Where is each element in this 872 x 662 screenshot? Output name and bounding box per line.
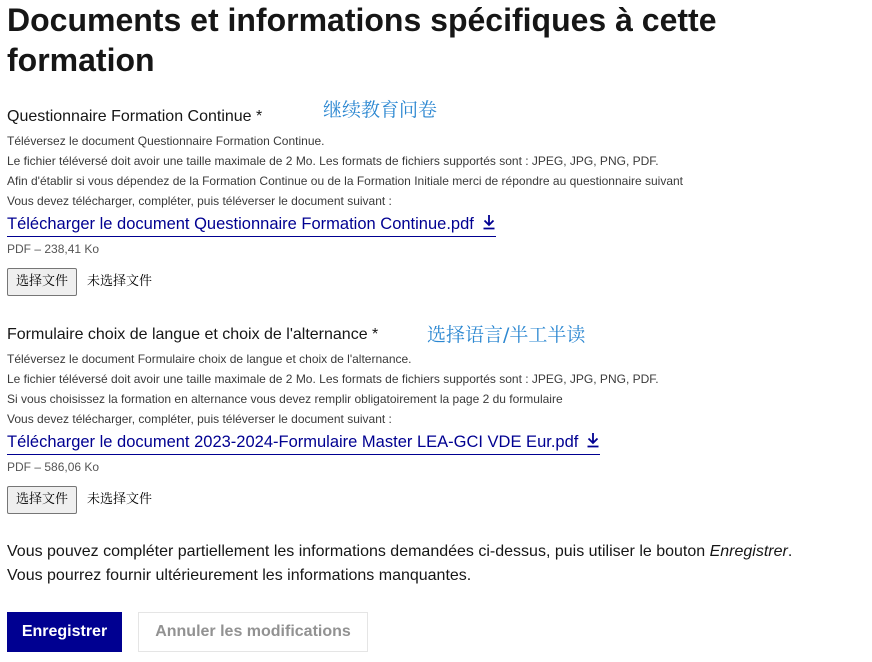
info-text-line1 (7, 540, 867, 564)
save-button[interactable]: Enregistrer (7, 612, 122, 652)
hint-text: Vous devez télécharger, compléter, puis téléverser le document suivant : (7, 412, 392, 426)
info-text-emphasis: Enregistrer (709, 543, 788, 560)
field-label-questionnaire: Questionnaire Formation Continue * (7, 108, 263, 125)
download-link-questionnaire[interactable] (7, 214, 496, 237)
file-meta: PDF – 586,06 Ko (7, 460, 100, 474)
hint-text: Le fichier téléversé doit avoir une taille maximale de 2 Mo. Les formats de fichiers supportés sont : JPEG, JPG, PNG, PDF. (7, 372, 659, 386)
hint-text: Le fichier téléversé doit avoir une taille maximale de 2 Mo. Les formats de fichiers supportés sont : JPEG, JPG, PNG, PDF. (7, 154, 659, 168)
info-text-line2: Vous pourrez fournir ultérieurement les informations manquantes. (7, 567, 472, 584)
download-icon (482, 214, 496, 235)
file-status: 未选择文件 (87, 492, 153, 507)
hint-text: Si vous choisissez la formation en alternance vous devez remplir obligatoirement la page 2 du formulaire (7, 392, 563, 406)
annotation-questionnaire: 继续教育问卷 (323, 99, 438, 121)
page-title: Documents et informations spécifiques à cette formation (7, 2, 717, 78)
field-label-formulaire: Formulaire choix de langue et choix de l'alternance * (7, 326, 379, 343)
info-text-part: Vous pouvez compléter partiellement les informations demandées ci-dessus, puis utiliser le bouton (7, 543, 710, 560)
hint-text: Vous devez télécharger, compléter, puis téléverser le document suivant : (7, 194, 392, 208)
file-status: 未选择文件 (87, 274, 153, 289)
hint-text: Afin d'établir si vous dépendez de la Formation Continue ou de la Formation Initiale merci de répondre au questionnaire suivant (7, 174, 684, 188)
download-link-label: Télécharger le document Questionnaire Formation Continue.pdf (7, 215, 474, 233)
choose-file-button-formulaire[interactable]: 选择文件 (7, 486, 77, 514)
download-icon (586, 432, 600, 453)
choose-file-button-questionnaire[interactable]: 选择文件 (7, 268, 77, 296)
download-link-label: Télécharger le document 2023-2024-Formulaire Master LEA-GCI VDE Eur.pdf (7, 433, 579, 451)
hint-text: Téléversez le document Questionnaire Formation Continue. (7, 134, 325, 148)
cancel-changes-button[interactable]: Annuler les modifications (138, 612, 368, 652)
annotation-formulaire: 选择语言/半工半读 (427, 324, 586, 346)
download-link-formulaire[interactable] (7, 432, 600, 455)
file-meta: PDF – 238,41 Ko (7, 242, 100, 256)
info-text-part: . (787, 543, 793, 560)
hint-text: Téléversez le document Formulaire choix de langue et choix de l'alternance. (7, 352, 412, 366)
